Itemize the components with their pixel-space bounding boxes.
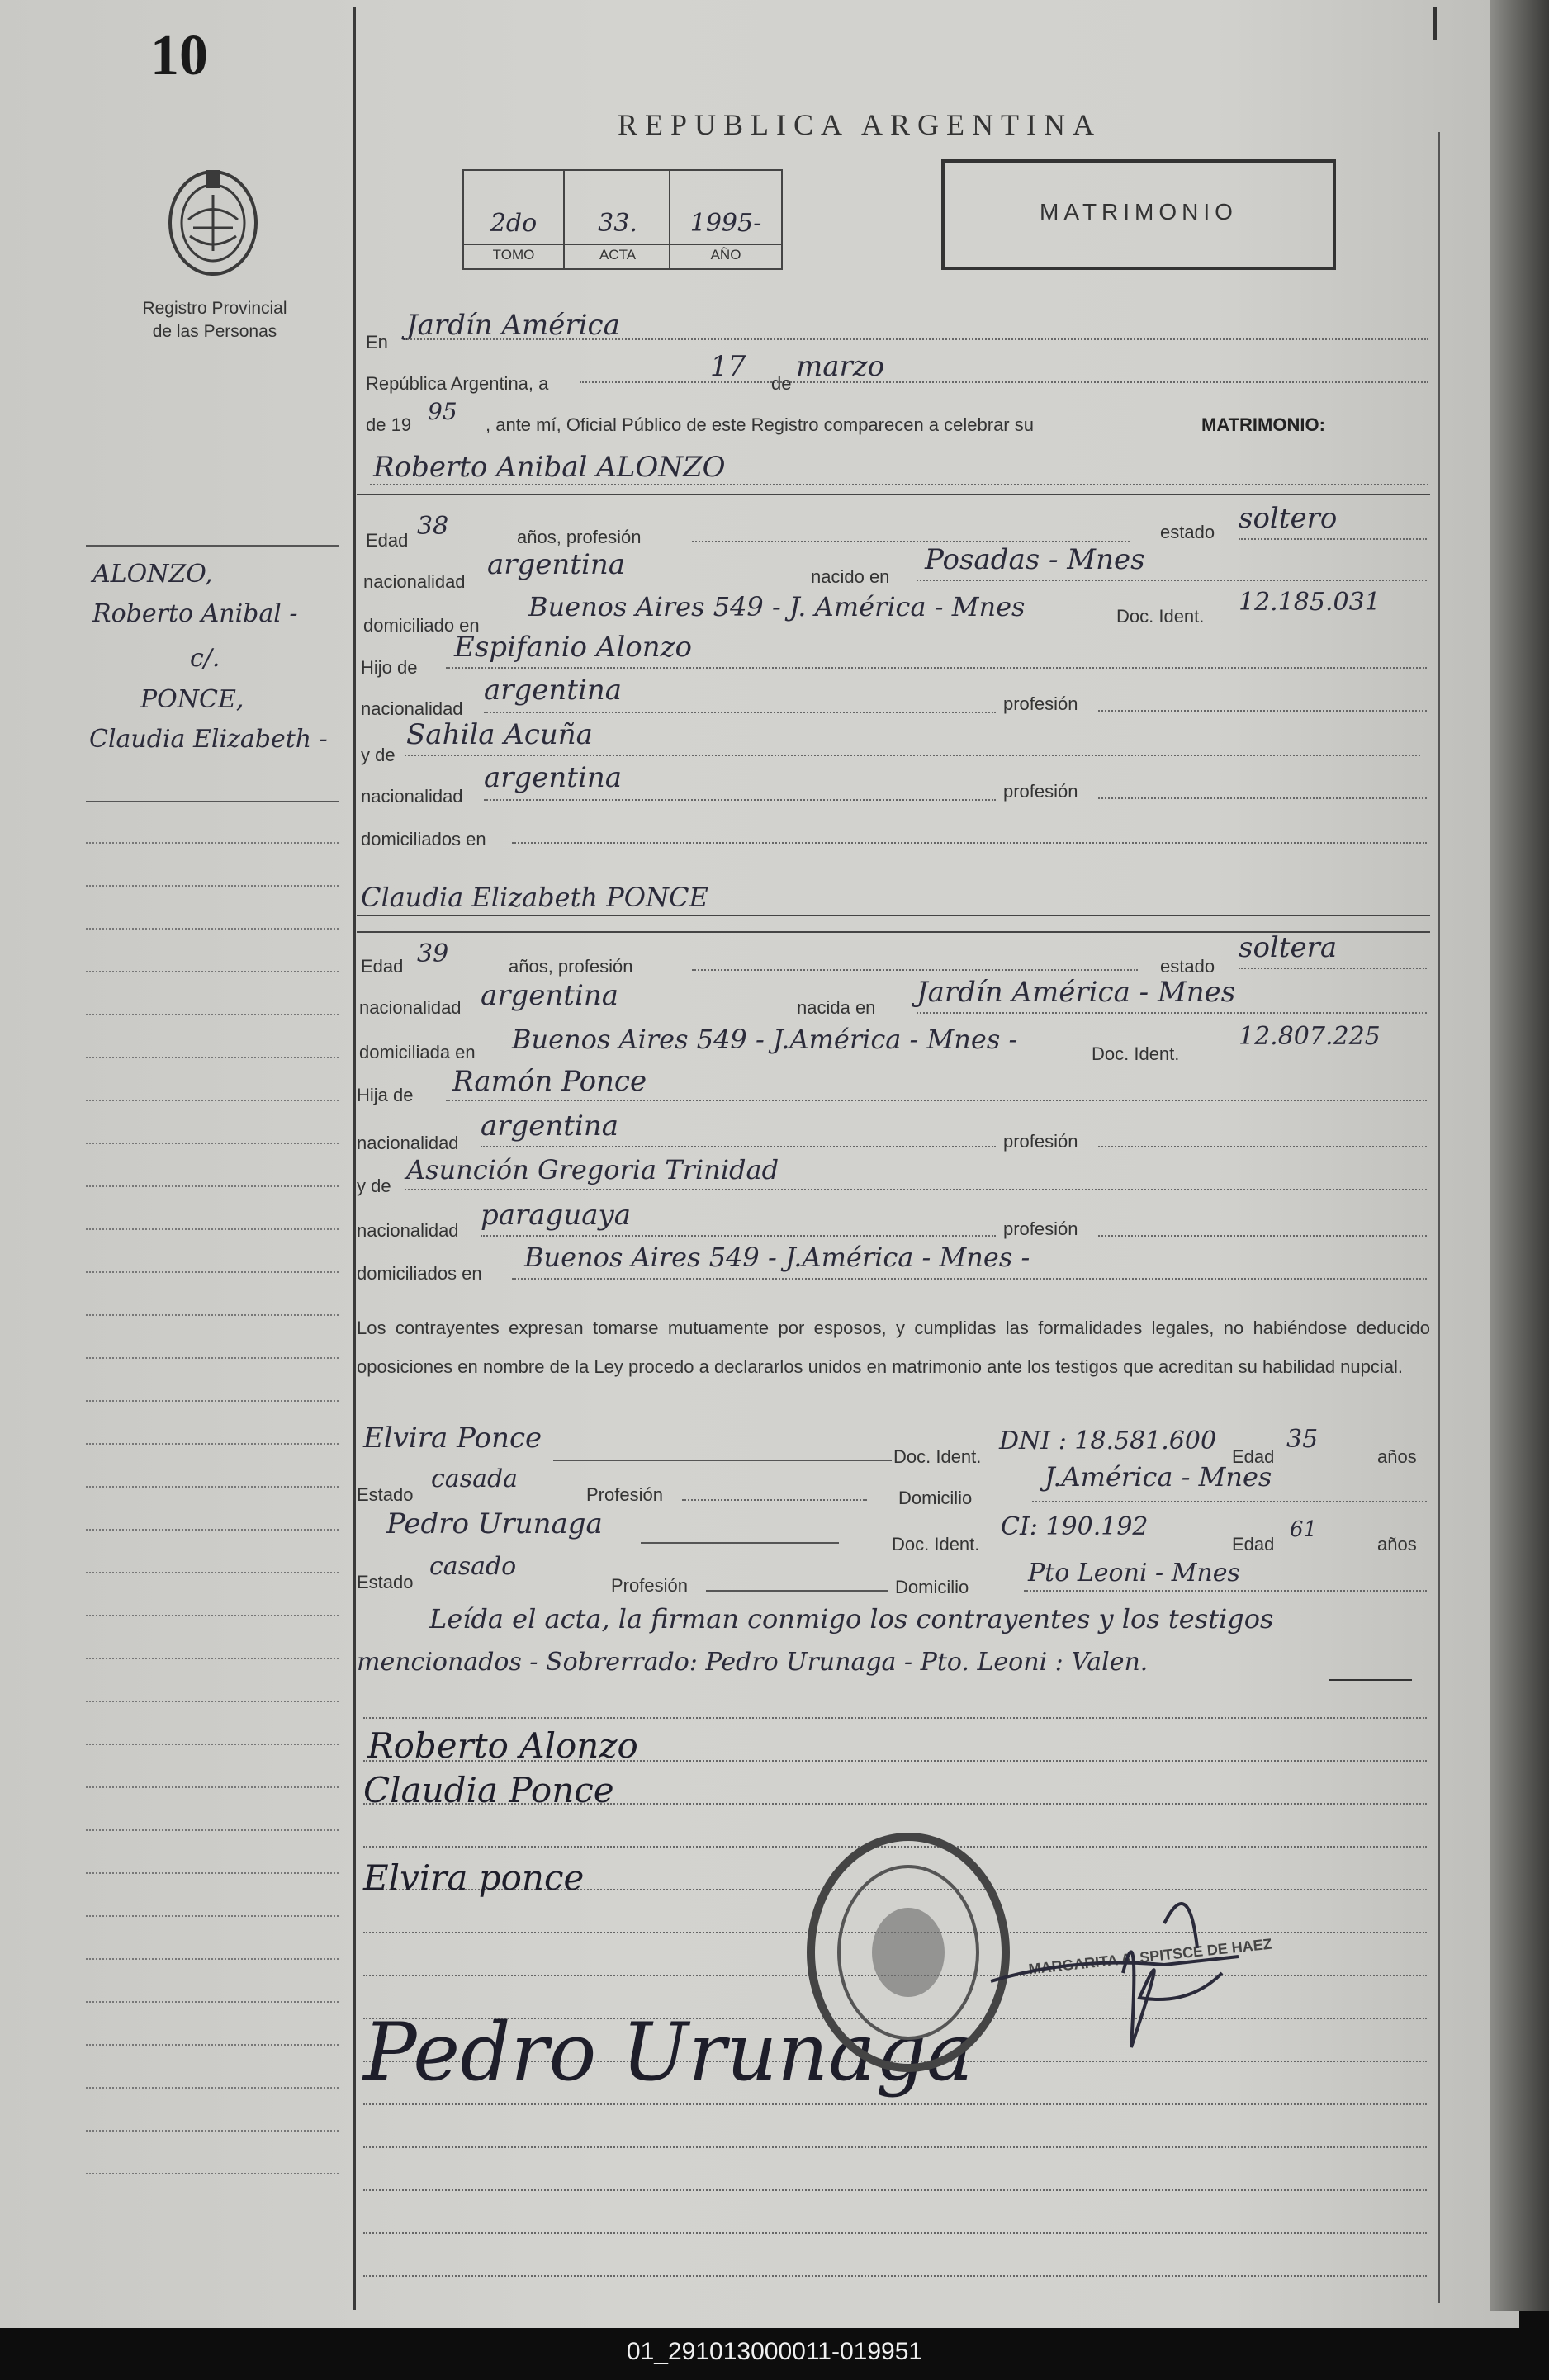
officer-signature-icon	[974, 1874, 1288, 2105]
bride-father: Ramón Ponce	[452, 1065, 647, 1098]
margin-ruled-line	[86, 1400, 339, 1402]
book-reference-box	[462, 169, 783, 270]
margin-ruled-line	[86, 2087, 339, 2089]
groom-father: Espifanio Alonzo	[454, 631, 692, 664]
margin-ruled-line	[86, 1271, 339, 1273]
margin-with: c/.	[190, 644, 220, 673]
margin-ruled-line	[86, 1572, 339, 1573]
republica-label: República Argentina, a	[366, 373, 549, 394]
top-mark	[1433, 7, 1437, 40]
bride-estado: soltera	[1239, 931, 1338, 964]
witness1-estado: casada	[431, 1464, 519, 1493]
signature-bride: Claudia Ponce	[363, 1770, 614, 1810]
groom-nacionalidad: argentina	[487, 548, 626, 581]
margin-ruled-line	[86, 928, 339, 930]
signature-witness2: Pedro Urunaga	[363, 2006, 974, 2098]
margin-ruled-line	[86, 1357, 339, 1359]
ante-text: , ante mí, Oficial Público de este Registro comparecen a celebrar su	[486, 414, 1034, 435]
registry-label: Registro Provincial de las Personas	[142, 299, 287, 341]
bride-age: 39	[417, 939, 449, 968]
margin-ruled-line	[86, 2130, 339, 2132]
body-ruled-line	[363, 2146, 1427, 2148]
groom-doc: 12.185.031	[1239, 588, 1381, 617]
margin-ruled-line	[86, 1143, 339, 1144]
bride-name: Claudia Elizabeth PONCE	[361, 882, 708, 913]
witness2-name: Pedro Urunaga	[386, 1507, 603, 1540]
groom-nacido: Posadas - Mnes	[925, 543, 1145, 576]
bride-nacionalidad: argentina	[481, 979, 619, 1012]
groom-name: Roberto Anibal ALONZO	[373, 451, 726, 484]
bride-domicilio: Buenos Aires 549 - J.América - Mnes -	[512, 1024, 1018, 1055]
ante-bold: MATRIMONIO:	[1201, 414, 1325, 435]
margin-ruled-line	[86, 1057, 339, 1058]
margin-ruled-line	[86, 1958, 339, 1960]
margin-ruled-line	[86, 885, 339, 887]
legal-paragraph: Los contrayentes expresan tomarse mutuamente por esposos, y cumplidas las formalidades legales, no habiéndose deducido oposiciones en nombre de la Ley procedo a declararlos unidos en matrimonio ante los testigos que acreditan su habilidad nupcial.	[357, 1318, 1430, 1377]
body-ruled-line	[363, 2232, 1427, 2234]
document-id: 01_291013000011-019951	[626, 2338, 923, 2365]
margin-ruled-line	[86, 1701, 339, 1702]
day-value: 17	[710, 350, 746, 383]
page-number: 10	[150, 24, 208, 88]
margin-ruled-line	[86, 2173, 339, 2174]
witness1-age: 35	[1286, 1425, 1319, 1454]
ano-label: AÑO	[710, 247, 741, 263]
margin-ruled-line	[86, 1228, 339, 1230]
acta-label: ACTA	[599, 247, 637, 263]
closing-line-2: mencionados - Sobrerrado: Pedro Urunaga - Pto. Leoni : Valen.	[357, 1648, 1149, 1677]
witness2-age: 61	[1290, 1517, 1318, 1542]
ano-value: 1995-	[689, 209, 762, 238]
margin-ruled-line	[86, 1872, 339, 1874]
bride-father-nac: argentina	[481, 1110, 619, 1143]
act-type: MATRIMONIO	[1040, 199, 1238, 225]
bride-nacida: Jardín América - Mnes	[917, 976, 1236, 1009]
margin-ruled-line	[86, 1615, 339, 1616]
place-value: Jardín América	[406, 309, 620, 342]
act-type-box	[941, 159, 1336, 270]
margin-ruled-line	[86, 1014, 339, 1015]
closing-line-1: Leída el acta, la firman conmigo los contrayentes y los testigos	[429, 1603, 1274, 1635]
margin-rule	[353, 7, 356, 2310]
witness2-doc: CI: 190.192	[1001, 1512, 1149, 1541]
margin-ruled-line	[86, 1915, 339, 1917]
year-prefix: de 19	[366, 414, 412, 435]
margin-bride-surname: PONCE,	[140, 685, 244, 714]
margin-ruled-line	[86, 1658, 339, 1659]
groom-age: 38	[417, 512, 449, 541]
groom-mother-nac: argentina	[484, 761, 623, 794]
body-ruled-line	[363, 2189, 1427, 2191]
tomo-value: 2do	[490, 209, 538, 238]
year-suffix: 95	[428, 398, 457, 425]
signature-witness1: Elvira ponce	[363, 1857, 585, 1898]
margin-ruled-line	[86, 842, 339, 844]
margin-ruled-line	[86, 1100, 339, 1101]
stamp-officer-name: MARGARITA A. SPITSCE DE HAEZ	[1027, 1935, 1273, 1978]
margin-ruled-line	[86, 2044, 339, 2046]
margin-ruled-line	[86, 1486, 339, 1488]
witness1-domicilio: J.América - Mnes	[1045, 1461, 1272, 1493]
groom-father-nac: argentina	[484, 674, 623, 707]
right-rule	[1438, 132, 1440, 2303]
groom-estado: soltero	[1239, 502, 1338, 535]
margin-ruled-line	[86, 1314, 339, 1316]
acta-value: 33.	[598, 209, 637, 238]
bride-mother-nac: paraguaya	[481, 1199, 631, 1232]
body-ruled-line	[363, 2275, 1427, 2277]
margin-ruled-line	[86, 971, 339, 972]
groom-mother: Sahila Acuña	[406, 718, 593, 751]
witness1-doc: DNI : 18.581.600	[999, 1427, 1217, 1455]
bride-parents-domicilio: Buenos Aires 549 - J.América - Mnes -	[524, 1242, 1030, 1273]
margin-ruled-line	[86, 1829, 339, 1831]
margin-groom-surname: ALONZO,	[92, 560, 213, 589]
de-label: de	[771, 373, 792, 394]
margin-ruled-line	[86, 2001, 339, 2003]
margin-groom-name: Roberto Anibal -	[92, 599, 298, 628]
margin-ruled-line	[86, 1786, 339, 1788]
margin-bride-name: Claudia Elizabeth -	[89, 725, 328, 754]
bride-mother: Asunción Gregoria Trinidad	[406, 1154, 779, 1185]
margin-ruled-line	[86, 1443, 339, 1445]
body-ruled-line	[363, 1717, 1427, 1719]
margin-ruled-line	[86, 1185, 339, 1187]
tomo-label: TOMO	[492, 247, 535, 263]
witness2-domicilio: Pto Leoni - Mnes	[1028, 1559, 1240, 1587]
witness1-name: Elvira Ponce	[363, 1422, 542, 1455]
groom-domicilio: Buenos Aires 549 - J. América - Mnes	[528, 591, 1026, 622]
coat-of-arms-icon	[163, 162, 263, 281]
month-value: marzo	[796, 350, 885, 383]
margin-ruled-line	[86, 1744, 339, 1745]
signature-groom: Roberto Alonzo	[367, 1725, 638, 1766]
bride-doc: 12.807.225	[1239, 1022, 1381, 1051]
margin-ruled-line	[86, 1529, 339, 1531]
en-label: En	[366, 332, 388, 353]
country-title: REPUBLICA ARGENTINA	[618, 108, 1102, 141]
witness2-estado: casado	[429, 1552, 517, 1581]
book-spine-edge	[1490, 0, 1549, 2311]
